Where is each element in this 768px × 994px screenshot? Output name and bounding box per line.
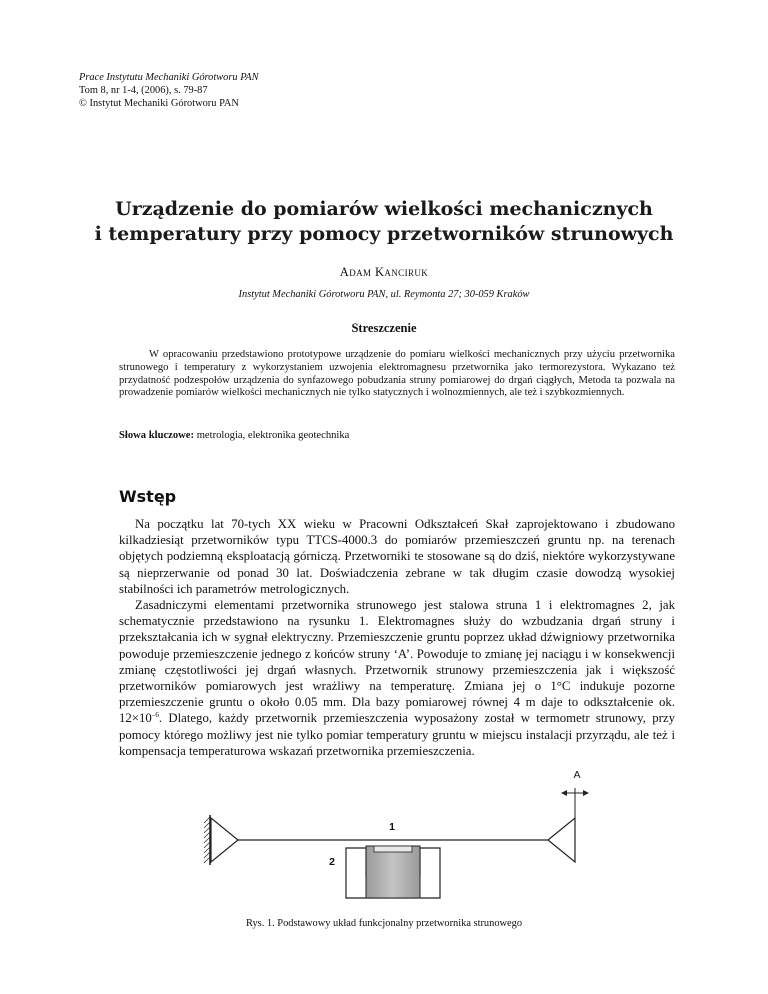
journal-volume: Tom 8, nr 1-4, (2006), s. 79-87 — [79, 85, 208, 96]
right-anchor — [548, 818, 575, 862]
fixed-wall — [204, 815, 210, 865]
exponent: –6 — [151, 711, 159, 720]
title-line-1: Urządzenie do pomiarów wielkości mechanicznych — [115, 198, 653, 220]
left-anchor — [211, 818, 238, 862]
label-string-1: 1 — [389, 821, 395, 833]
journal-copyright: © Instytut Mechaniki Górotworu PAN — [79, 98, 239, 109]
label-a: A — [573, 769, 581, 781]
keywords — [119, 430, 349, 441]
figure-string-transducer — [0, 760, 768, 960]
paper-title — [0, 197, 768, 247]
paragraph-2-part-b: . Dlatego, każdy przetwornik przemieszczenia wyposażony został w termometr strunowy, przy pomocy którego możliwy jest nie tylko pomiar temperatury gruntu w miejscu instalacji przyrządu, ale też i kompensacja temperaturowa wskazań przetwornika przemieszczenia. — [119, 711, 675, 758]
title-line-2: i temperatury przy pomocy przetworników strunowych — [94, 223, 674, 245]
keywords-text: metrologia, elektronika geotechnika — [194, 430, 350, 441]
paragraph-2 — [119, 597, 675, 759]
journal-name: Prace Instytutu Mechaniki Górotworu PAN — [79, 72, 259, 83]
figure-caption: Rys. 1. Podstawowy układ funkcjonalny przetwornika strunowego — [245, 918, 523, 929]
author-name: Adam Kanciruk — [339, 265, 429, 279]
author-affiliation: Instytut Mechaniki Górotworu PAN, ul. Reymonta 27; 30-059 Kraków — [238, 289, 530, 300]
abstract-body — [119, 349, 675, 400]
displacement-arrow — [561, 788, 589, 818]
label-electromagnet-2: 2 — [329, 856, 335, 868]
keywords-label: Słowa kluczowe: — [119, 430, 195, 441]
abstract-text: W opracowaniu przedstawiono prototypowe urządzenie do pomiaru wielkości mechanicznych przy użyciu przetwornika strunowego i temperatury z wykorzystaniem uzwojenia elektromagnesu przetwornika jako termorezystora. Wykazano też przydatność podzespołów urządzenia do synfazowego pobudzania struny pomiarowej do drgań ciągłych, Metoda ta pozwala na prowadzenie pomiarów wielkości mechanicznych nie tylko statycznych i wolnozmiennych, ale też i szybkozmiennych. — [119, 349, 675, 399]
paragraph-1: Na początku lat 70-tych XX wieku w Pracowni Odkształceń Skał zaprojektowano i zbudowano kilkadziesiąt przetworników typu TTCS-4000.3 do pomiarów przemieszczeń gruntu np. na terenach objętych podziemną eksploatacją górniczą. Przetworniki te stosowane są do dziś, niektóre wykorzystywane są nieprzerwanie od ponad 30 lat. Doświadczenia zebrane w tak długim czasie dowodzą wysokiej stabilności ich parametrów metrologicznych. — [119, 517, 675, 596]
electromagnet — [346, 846, 440, 898]
abstract-heading: Streszczenie — [351, 321, 417, 335]
section-heading: Wstęp — [119, 487, 177, 506]
journal-header — [79, 71, 259, 110]
paragraph-2-part-a: Zasadniczymi elementami przetwornika strunowego jest stalowa struna 1 i elektromagnes 2, jak schematycznie przedstawiono na rysunku 1. Elektromagnes służy do wzbudzania drgań struny i przekształcania ich w sygnał elektryczny. Przemieszczenie gruntu poprzez układ dźwigniowy przetwornika powoduje przemieszczenie jednego z końców struny ‘A’. Powoduje to zmianę jej naciągu i w konsekwencji zmianę częstotliwości jej drgań własnych. Przetwornik strunowy przemieszczenia jak i większość przetworników pomiarowych jest wrażliwy na temperaturę. Zmiana jej o 1°C indukuje pozorne przemieszczenie gruntu o około 0.05 mm. Dla bazy pomiarowej równej 4 m daje to odkształcenie ok. 12×10 — [119, 598, 675, 726]
section-body — [119, 516, 675, 759]
